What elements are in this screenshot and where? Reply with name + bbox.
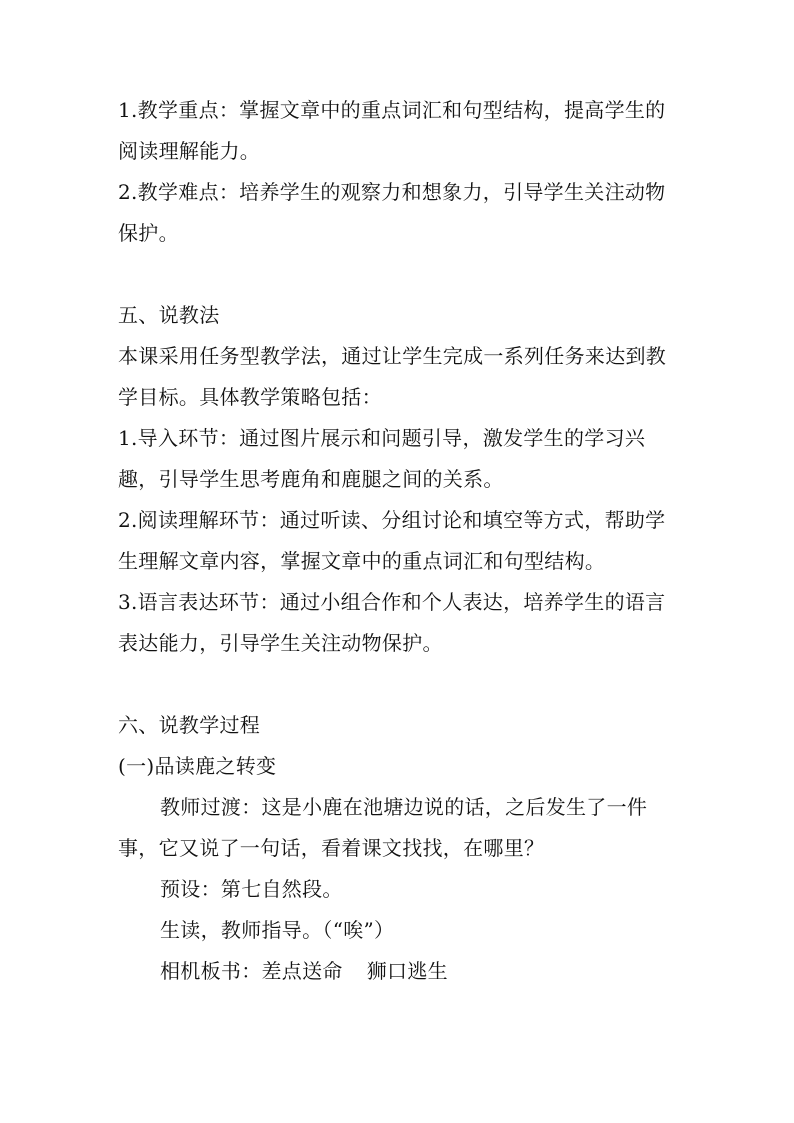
process-subheading: (一)品读鹿之转变: [118, 754, 277, 778]
section-gap: [118, 664, 678, 705]
board-writing: [118, 951, 678, 992]
teaching-key-point: 1.教学重点：掌握文章中的重点词汇和句型结构，提高学生的阅读理解能力。: [118, 98, 666, 163]
methods-item-expression-stage: 3.语言表达环节：通过小组合作和个人表达，培养学生的语言表达能力，引导学生关注动物保护。: [118, 590, 666, 655]
methods-item-intro-stage: 1.导入环节：通过图片展示和问题引导，激发学生的学习兴趣，引导学生思考鹿角和鹿腿之间的关系。: [118, 426, 646, 491]
board-writing-suffix: 狮口逃生: [366, 959, 448, 983]
student-reading-note: 生读，教师指导。（“唉”）: [160, 918, 395, 942]
methods-intro: 本课采用任务型教学法，通过让学生完成一系列任务来达到教学目标。具体教学策略包括：: [118, 344, 667, 409]
methods-item-reading-stage: 2.阅读理解环节：通过听读、分组讨论和填空等方式，帮助学生理解文章内容，掌握文章中的重点词汇和句型结构。: [118, 508, 666, 573]
board-writing-prefix: 相机板书：差点送命: [160, 959, 343, 983]
teaching-difficult-point: 2.教学难点：培养学生的观察力和想象力，引导学生关注动物保护。: [118, 180, 666, 245]
teacher-transition-paragraph: 教师过渡：这是小鹿在池塘边说的话，之后发生了一件事，它又说了一句话，看着课文找找，在哪里？: [118, 795, 648, 860]
document-body: [118, 90, 678, 992]
section-heading-methods: 五、说教法: [118, 303, 220, 327]
section-heading-process: 六、说教学过程: [118, 713, 261, 737]
preset-answer: 预设：第七自然段。: [160, 877, 343, 901]
section-gap: [118, 254, 678, 295]
